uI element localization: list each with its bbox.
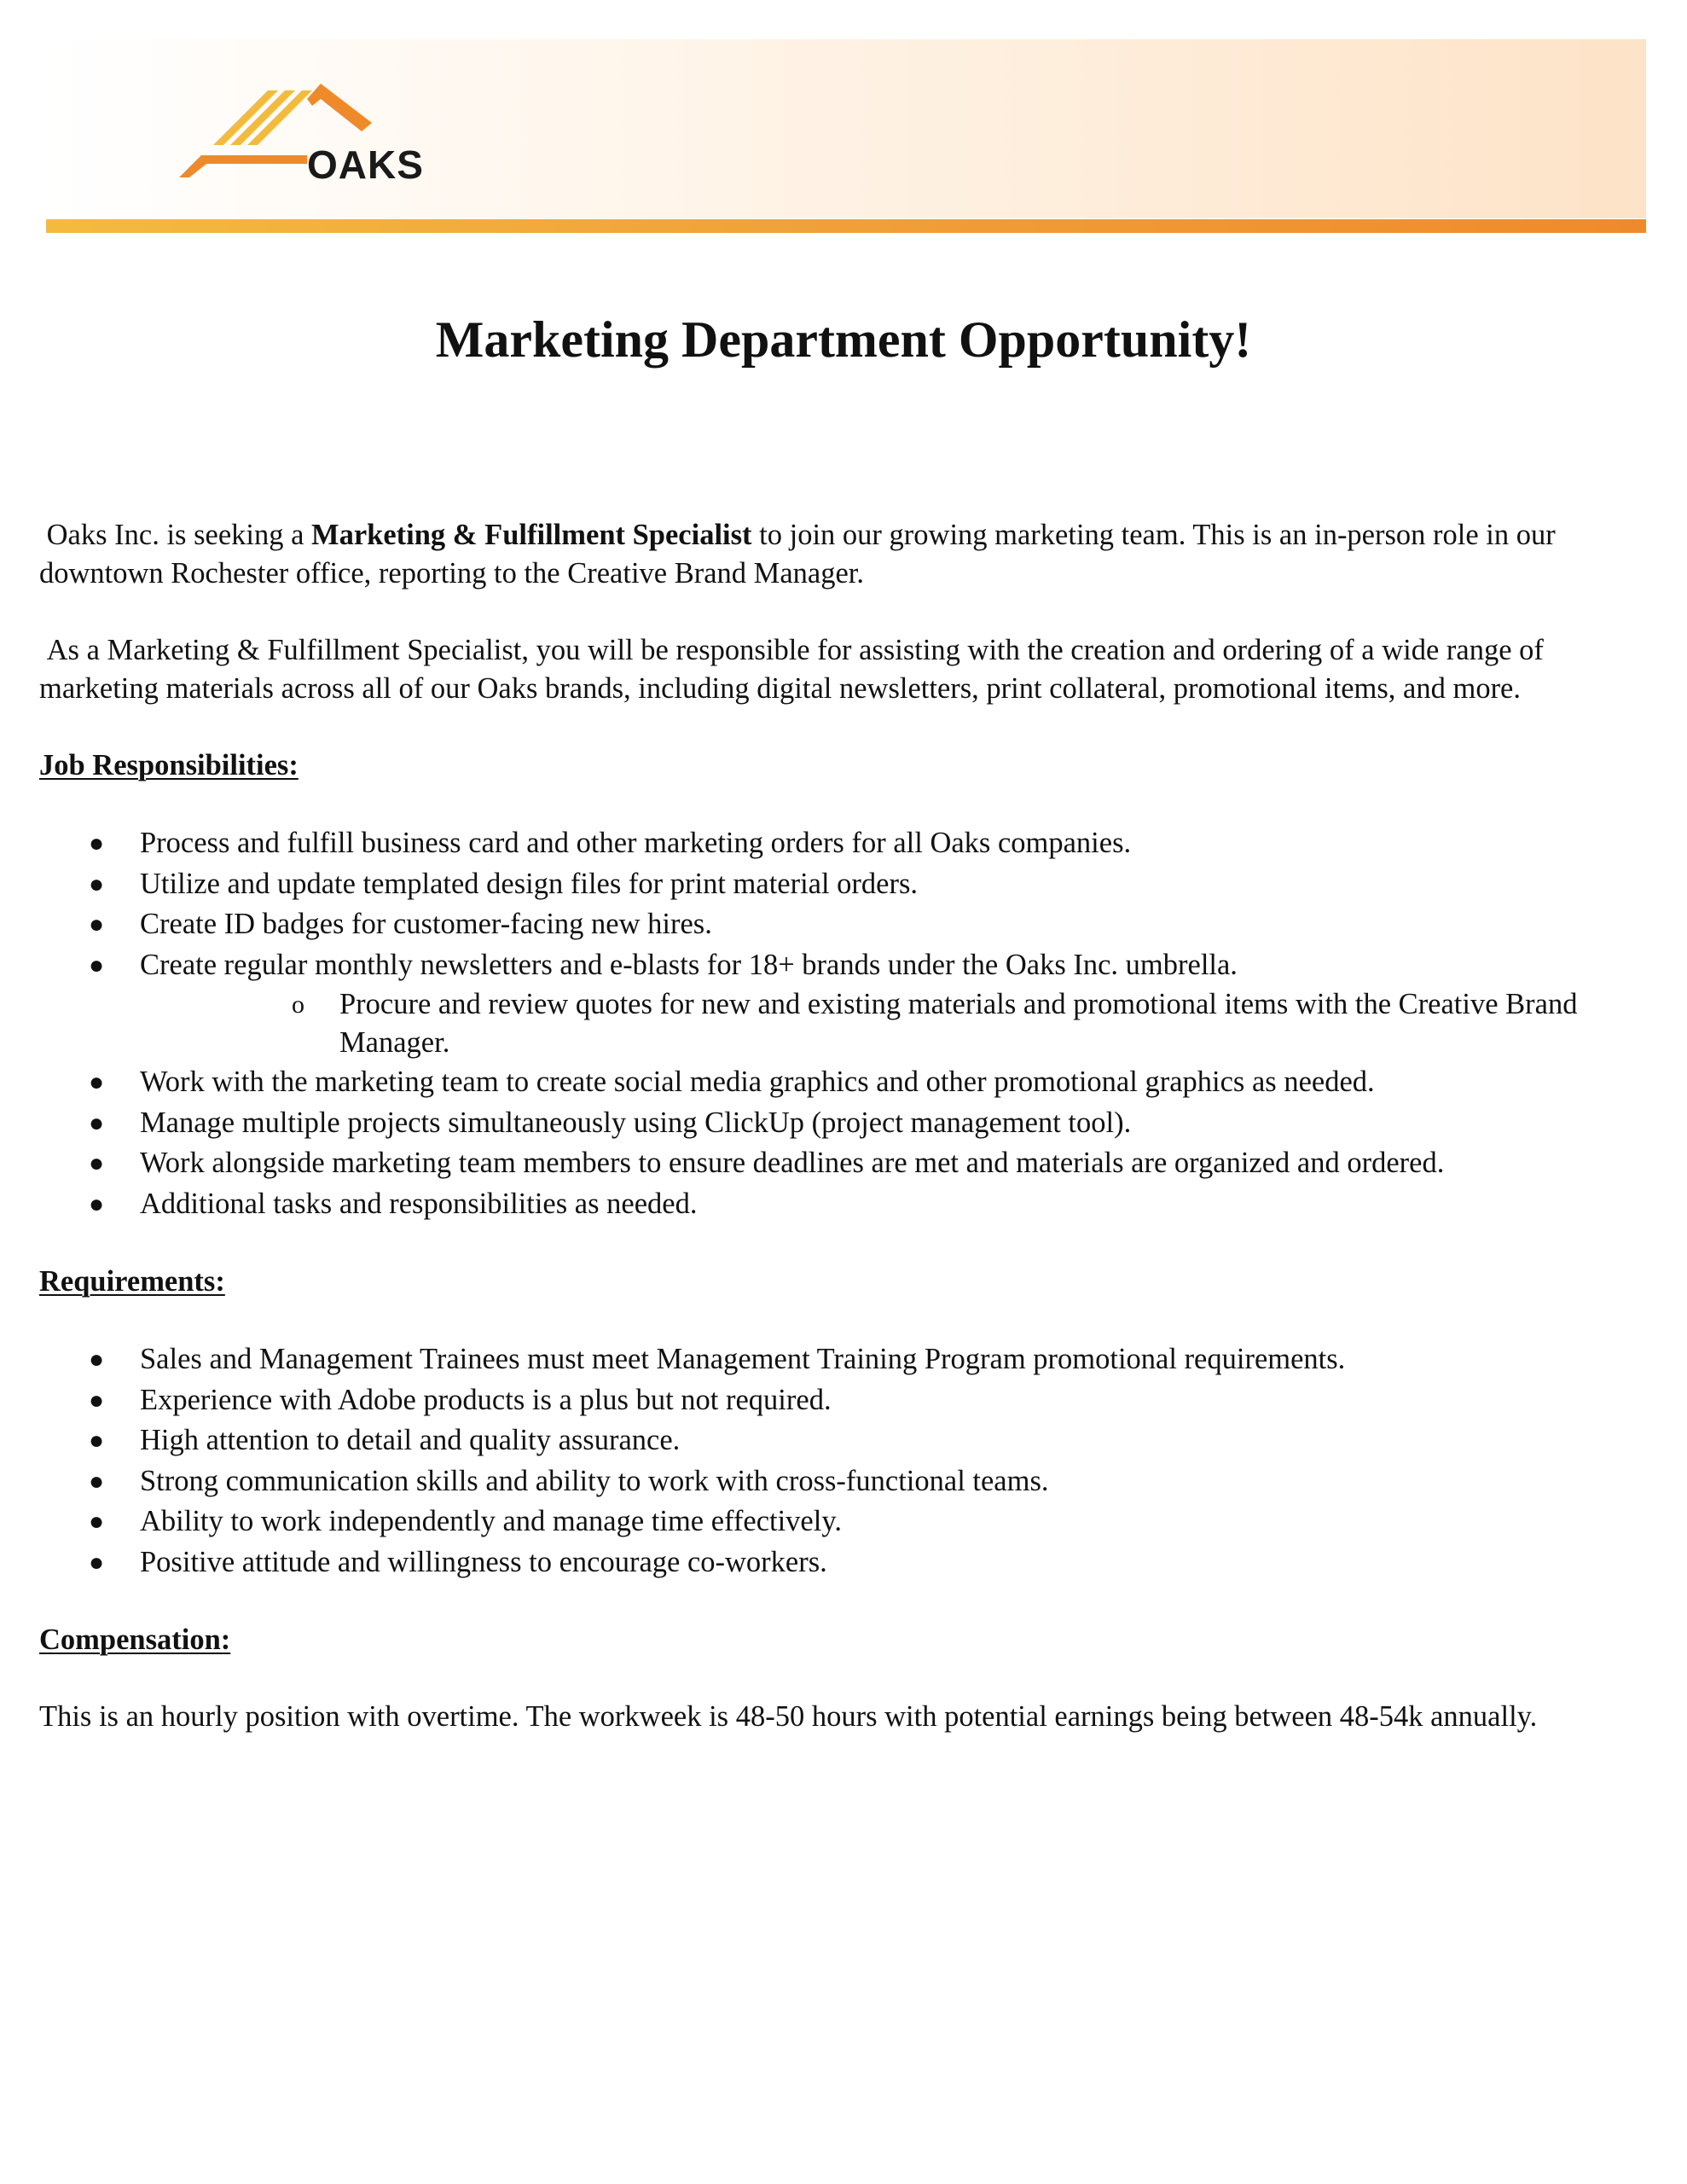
compensation-paragraph: This is an hourly position with overtime. The workweek is 48-50 hours with potential earnings being between 48-54k annually. — [39, 1700, 1538, 1733]
bullet-icon: ● — [89, 1108, 105, 1137]
compensation-heading: Compensation: — [39, 1623, 231, 1656]
list-item: ● Ability to work independently and manage time effectively. — [39, 1502, 1643, 1542]
bullet-icon: ● — [89, 829, 105, 857]
intro-paragraph: Oaks Inc. is seeking a Marketing & Fulfillment Specialist to join our growing marketing team. This is an in-person role in our downtown Rochester office, reporting to the Creative Brand Manager. — [39, 519, 1556, 590]
bullet-icon: ● — [89, 1189, 105, 1218]
header-accent-rule — [46, 219, 1646, 233]
bullet-icon: ● — [89, 1385, 105, 1414]
list-item: ● High attention to detail and quality assurance. — [39, 1420, 1643, 1461]
bullet-icon: ● — [89, 1467, 105, 1496]
bullet-icon: ● — [89, 869, 105, 898]
job-title-emphasis: Marketing & Fulfillment Specialist — [311, 519, 752, 551]
bullet-icon: ● — [89, 1426, 105, 1455]
oaks-roof-logo-icon — [179, 82, 435, 184]
list-item: ● Sales and Management Trainees must meet Management Training Program promotional requirements. — [39, 1339, 1643, 1380]
list-item: ● Create ID badges for customer-facing new hires. — [39, 904, 1643, 945]
list-item: ● Create regular monthly newsletters and e-blasts for 18+ brands under the Oaks Inc. umbrella. o Procure and review quotes for new and existing materials and promotional items with the Creative Brand Manager. — [39, 945, 1643, 1063]
bullet-icon: ● — [89, 1345, 105, 1374]
bullet-icon: ● — [89, 950, 105, 979]
list-item: ● Experience with Adobe products is a plus but not required. — [39, 1380, 1643, 1421]
bullet-icon: ● — [89, 1149, 105, 1177]
logo-wordmark: OAKS — [307, 142, 424, 184]
job-posting-body — [39, 516, 1643, 1736]
responsibilities-list — [39, 823, 1643, 1224]
list-item: ● Process and fulfill business card and other marketing orders for all Oaks companies. — [39, 823, 1643, 864]
bullet-icon: ● — [89, 910, 105, 938]
requirements-list — [39, 1339, 1643, 1583]
list-item: ● Work with the marketing team to create social media graphics and other promotional graphics as needed. — [39, 1062, 1643, 1103]
list-item: ● Manage multiple projects simultaneously using ClickUp (project management tool). — [39, 1103, 1643, 1144]
list-item: ● Utilize and update templated design files for print material orders. — [39, 864, 1643, 905]
page-title: Marketing Department Opportunity! — [435, 311, 1252, 368]
role-description-paragraph: As a Marketing & Fulfillment Specialist, you will be responsible for assisting with the creation and ordering of a wide range of marketing materials across all of our Oaks brands, including digital newsletters, print collateral, promotional items, and more. — [39, 634, 1544, 705]
sub-list-item: o Procure and review quotes for new and existing materials and promotional items with the Creative Brand Manager. — [140, 985, 1643, 1062]
list-item: ● Additional tasks and responsibilities as needed. — [39, 1184, 1643, 1225]
requirements-heading: Requirements: — [39, 1265, 225, 1298]
list-item: ● Strong communication skills and ability to work with cross-functional teams. — [39, 1461, 1643, 1502]
list-item: ● Positive attitude and willingness to encourage co-workers. — [39, 1542, 1643, 1583]
responsibilities-heading: Job Responsibilities: — [39, 749, 299, 781]
responsibilities-sub-list — [140, 985, 1643, 1062]
bullet-icon: ● — [89, 1507, 105, 1536]
bullet-icon: ● — [89, 1548, 105, 1577]
bullet-icon: ● — [89, 1068, 105, 1096]
hollow-bullet-icon: o — [292, 990, 304, 1019]
list-item: ● Work alongside marketing team members to ensure deadlines are met and materials are organized and ordered. — [39, 1143, 1643, 1184]
oaks-logo — [179, 82, 435, 184]
